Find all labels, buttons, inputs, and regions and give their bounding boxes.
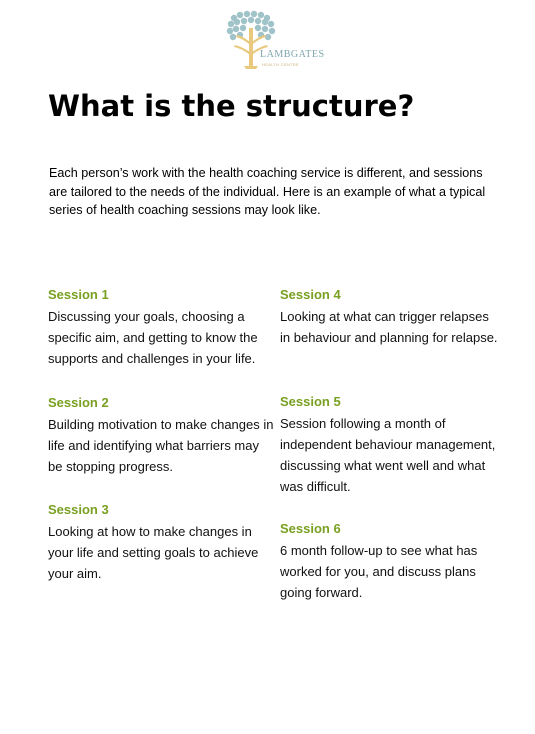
session-3 xyxy=(48,501,276,584)
session-description: 6 month follow-up to see what has worked for you, and discuss plans going forward. xyxy=(280,543,478,600)
session-2 xyxy=(48,394,276,477)
session-heading: Session 5 xyxy=(280,394,341,409)
session-description: Looking at how to make changes in your life and setting goals to achieve your aim. xyxy=(48,524,259,581)
session-description: Building motivation to make changes in life and identifying what barriers may be stopping progress. xyxy=(48,417,274,474)
logo xyxy=(222,10,332,72)
session-heading: Session 4 xyxy=(280,287,341,302)
session-4 xyxy=(280,286,502,348)
session-heading: Session 2 xyxy=(48,395,109,410)
session-1 xyxy=(48,286,276,369)
page-title: What is the structure? xyxy=(48,89,415,123)
session-6 xyxy=(280,520,502,603)
intro-paragraph: Each person’s work with the health coaching service is different, and sessions are tailored to the needs of the individual. Here is an example of what a typical series of health coaching sessions may look like. xyxy=(49,166,486,217)
session-heading: Session 3 xyxy=(48,502,109,517)
session-description: Session following a month of independent behaviour management, discussing what went well and what was difficult. xyxy=(280,416,496,494)
logo-name: LAMBGATES xyxy=(260,49,325,60)
session-heading: Session 6 xyxy=(280,521,341,536)
session-heading: Session 1 xyxy=(48,287,109,302)
session-description: Looking at what can trigger relapses in behaviour and planning for relapse. xyxy=(280,309,498,345)
logo-tagline: HEALTH CENTRE xyxy=(262,62,299,67)
session-description: Discussing your goals, choosing a specific aim, and getting to know the supports and challenges in your life. xyxy=(48,309,258,366)
session-5 xyxy=(280,393,502,497)
